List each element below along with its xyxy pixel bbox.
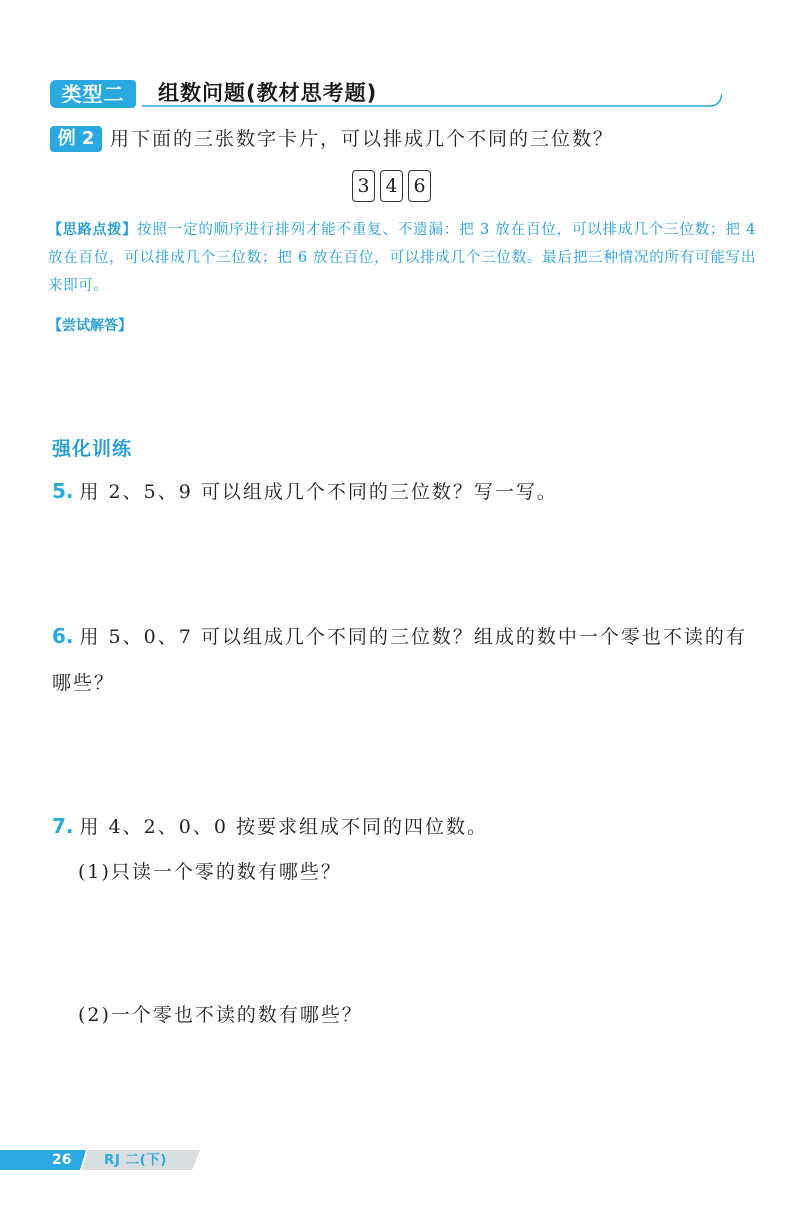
- section-type-badge: 类型二: [50, 80, 136, 108]
- question-number: 5.: [52, 479, 74, 503]
- example-question: [50, 126, 614, 156]
- sub-question-2: (2)一个零也不读的数有哪些？: [78, 1004, 363, 1026]
- hint-block: [48, 216, 756, 300]
- number-card: 4: [380, 170, 403, 202]
- question-7: [52, 803, 762, 850]
- practice-heading: 强化训练: [52, 438, 133, 460]
- question-5: [52, 468, 762, 515]
- number-card: 6: [408, 170, 431, 202]
- example-question-text: 用下面的三张数字卡片，可以排成几个不同的三位数？: [110, 128, 615, 150]
- number-card: 3: [352, 170, 375, 202]
- hint-tag: 【思路点拨】: [48, 222, 138, 238]
- header-underline: [50, 76, 722, 110]
- question-number: 7.: [52, 814, 74, 838]
- page-footer: [0, 1148, 210, 1172]
- hint-text: 按照一定的顺序进行排列才能不重复、不遗漏：把 3 放在百位，可以排成几个三位数；把 4 放在百位，可以排成几个三位数；把 6 放在百位，可以排成几个三位数。最后把三种情况的所有可能写出来即可。: [48, 222, 756, 294]
- number-cards: [352, 170, 431, 202]
- sub-question-1: (1)只读一个零的数有哪些？: [78, 861, 342, 883]
- example-badge: 例 2: [50, 126, 102, 152]
- question-number: 6.: [52, 624, 74, 648]
- page-number: 26: [52, 1152, 72, 1168]
- section-header: [50, 76, 722, 110]
- edition-label: RJ 二(下): [104, 1152, 167, 1168]
- question-text: 用 4、2、0、0 按要求组成不同的四位数。: [79, 816, 488, 838]
- question-6: [52, 613, 764, 706]
- section-title: 组数问题(教材思考题): [158, 81, 378, 105]
- question-text: 用 5、0、7 可以组成几个不同的三位数？组成的数中一个零也不读的有哪些？: [52, 626, 747, 694]
- try-answer-tag: 【尝试解答】: [48, 318, 132, 334]
- question-text: 用 2、5、9 可以组成几个不同的三位数？写一写。: [79, 481, 558, 503]
